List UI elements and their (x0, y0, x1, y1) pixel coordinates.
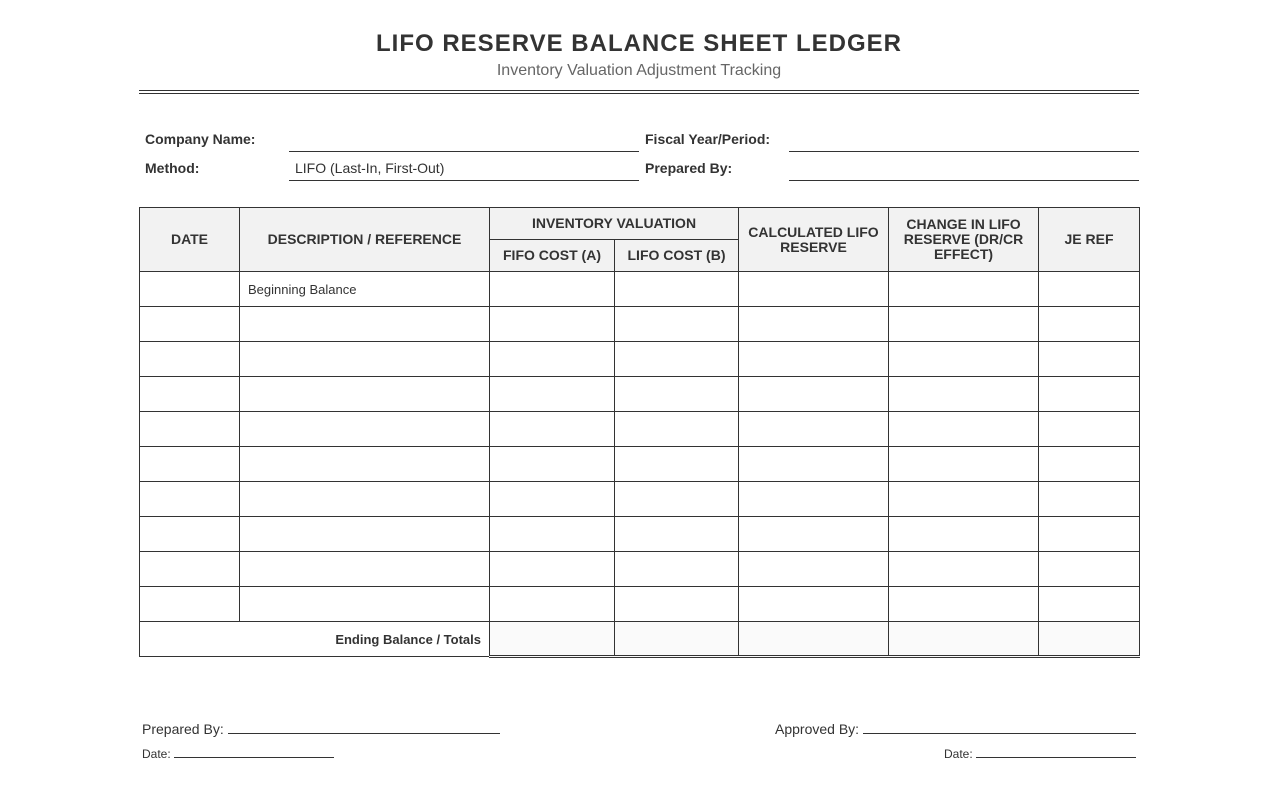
cell-lifo[interactable] (615, 342, 739, 377)
prepared-by-label: Prepared By: (645, 160, 733, 176)
cell-lifo[interactable] (615, 552, 739, 587)
page-title: LIFO RESERVE BALANCE SHEET LEDGER (376, 30, 902, 57)
fiscal-period-field[interactable] (789, 124, 1139, 152)
total-change-cell[interactable] (889, 622, 1039, 657)
col-header-lifo-cost: LIFO COST (B) (615, 240, 739, 272)
col-header-date: DATE (140, 208, 240, 272)
cell-fifo[interactable] (490, 272, 615, 307)
cell-date[interactable] (140, 552, 240, 587)
cell-fifo[interactable] (490, 447, 615, 482)
cell-description[interactable] (240, 307, 490, 342)
totals-row (140, 622, 1140, 657)
cell-je-ref[interactable] (1039, 272, 1140, 307)
approved-date (944, 747, 1136, 761)
cell-change[interactable] (889, 482, 1039, 517)
cell-lifo[interactable] (615, 482, 739, 517)
table-row (140, 412, 1140, 447)
table-row (140, 447, 1140, 482)
approved-by-signature-line[interactable] (863, 733, 1136, 734)
cell-fifo[interactable] (490, 342, 615, 377)
ledger-page (139, 0, 1139, 647)
cell-fifo[interactable] (490, 517, 615, 552)
col-header-inventory-valuation: INVENTORY VALUATION (490, 208, 739, 240)
table-row (140, 482, 1140, 517)
col-header-calculated-reserve: CALCULATED LIFO RESERVE (739, 208, 889, 272)
cell-fifo[interactable] (490, 587, 615, 622)
cell-description[interactable] (240, 482, 490, 517)
col-header-je-ref: JE REF (1039, 208, 1140, 272)
cell-je-ref[interactable] (1039, 552, 1140, 587)
cell-description[interactable] (240, 447, 490, 482)
table-row (140, 307, 1140, 342)
company-name-label: Company Name: (145, 131, 256, 147)
total-lifo-cell[interactable] (615, 622, 739, 657)
cell-reserve[interactable] (739, 517, 889, 552)
cell-reserve[interactable] (739, 447, 889, 482)
cell-reserve[interactable] (739, 482, 889, 517)
cell-lifo[interactable] (615, 447, 739, 482)
cell-change[interactable] (889, 272, 1039, 307)
approved-by-signature (775, 721, 1136, 737)
cell-date[interactable] (140, 272, 240, 307)
fiscal-period-label: Fiscal Year/Period: (645, 131, 771, 147)
approved-by-signature-label: Approved By: (775, 721, 860, 737)
cell-fifo[interactable] (490, 412, 615, 447)
method-field[interactable]: LIFO (Last-In, First-Out) (289, 153, 639, 181)
cell-description[interactable] (240, 587, 490, 622)
table-row (140, 377, 1140, 412)
info-section (139, 124, 1139, 182)
prepared-date-line[interactable] (174, 757, 334, 758)
cell-description[interactable]: Beginning Balance (240, 272, 490, 307)
prepared-by-signature-line[interactable] (228, 733, 500, 734)
table-row (140, 342, 1140, 377)
info-row-2 (139, 153, 1139, 182)
total-fifo-cell[interactable] (490, 622, 615, 657)
cell-date[interactable] (140, 377, 240, 412)
prepared-date-label: Date: (142, 747, 171, 761)
cell-date[interactable] (140, 342, 240, 377)
cell-change[interactable] (889, 342, 1039, 377)
page-subtitle: Inventory Valuation Adjustment Tracking (496, 62, 782, 79)
cell-je-ref[interactable] (1039, 307, 1140, 342)
cell-change[interactable] (889, 447, 1039, 482)
cell-date[interactable] (140, 307, 240, 342)
cell-fifo[interactable] (490, 482, 615, 517)
cell-reserve[interactable] (739, 552, 889, 587)
cell-lifo[interactable] (615, 412, 739, 447)
prepared-date (142, 747, 334, 761)
total-reserve-cell[interactable] (739, 622, 889, 657)
prepared-by-signature (142, 721, 500, 737)
cell-fifo[interactable] (490, 377, 615, 412)
cell-change[interactable] (889, 307, 1039, 342)
approved-date-label: Date: (944, 747, 973, 761)
cell-date[interactable] (140, 447, 240, 482)
cell-je-ref[interactable] (1039, 587, 1140, 622)
cell-change[interactable] (889, 587, 1039, 622)
cell-reserve[interactable] (739, 307, 889, 342)
prepared-by-signature-label: Prepared By: (142, 721, 224, 737)
total-je-ref-cell[interactable] (1039, 622, 1140, 657)
cell-je-ref[interactable] (1039, 447, 1140, 482)
table-row (140, 517, 1140, 552)
cell-description[interactable] (240, 412, 490, 447)
table-row (140, 552, 1140, 587)
method-label: Method: (145, 160, 200, 176)
cell-fifo[interactable] (490, 307, 615, 342)
cell-reserve[interactable] (739, 377, 889, 412)
cell-description[interactable] (240, 552, 490, 587)
col-header-description: DESCRIPTION / REFERENCE (240, 208, 490, 272)
cell-je-ref[interactable] (1039, 412, 1140, 447)
cell-date[interactable] (140, 412, 240, 447)
cell-reserve[interactable] (739, 587, 889, 622)
cell-lifo[interactable] (615, 517, 739, 552)
cell-reserve[interactable] (739, 272, 889, 307)
cell-lifo[interactable] (615, 587, 739, 622)
cell-change[interactable] (889, 377, 1039, 412)
cell-lifo[interactable] (615, 307, 739, 342)
company-name-field[interactable] (289, 124, 639, 152)
cell-je-ref[interactable] (1039, 377, 1140, 412)
col-header-change-in-reserve: CHANGE IN LIFO RESERVE (DR/CR EFFECT) (889, 208, 1039, 272)
cell-lifo[interactable] (615, 377, 739, 412)
cell-lifo[interactable] (615, 272, 739, 307)
header-divider (139, 90, 1139, 94)
cell-reserve[interactable] (739, 412, 889, 447)
cell-date[interactable] (140, 517, 240, 552)
prepared-by-field[interactable] (789, 153, 1139, 181)
cell-je-ref[interactable] (1039, 517, 1140, 552)
ledger-body (140, 272, 1140, 622)
cell-date[interactable] (140, 482, 240, 517)
totals-label: Ending Balance / Totals (140, 622, 490, 657)
cell-description[interactable] (240, 517, 490, 552)
cell-description[interactable] (240, 377, 490, 412)
cell-je-ref[interactable] (1039, 342, 1140, 377)
cell-reserve[interactable] (739, 342, 889, 377)
page-header (139, 0, 1139, 80)
col-header-fifo-cost: FIFO COST (A) (490, 240, 615, 272)
cell-description[interactable] (240, 342, 490, 377)
ledger-table (139, 207, 1140, 658)
approved-date-line[interactable] (976, 757, 1136, 758)
cell-fifo[interactable] (490, 552, 615, 587)
table-row (140, 272, 1140, 307)
cell-change[interactable] (889, 517, 1039, 552)
cell-change[interactable] (889, 552, 1039, 587)
cell-date[interactable] (140, 587, 240, 622)
info-row-1 (139, 124, 1139, 153)
cell-change[interactable] (889, 412, 1039, 447)
cell-je-ref[interactable] (1039, 482, 1140, 517)
table-row (140, 587, 1140, 622)
